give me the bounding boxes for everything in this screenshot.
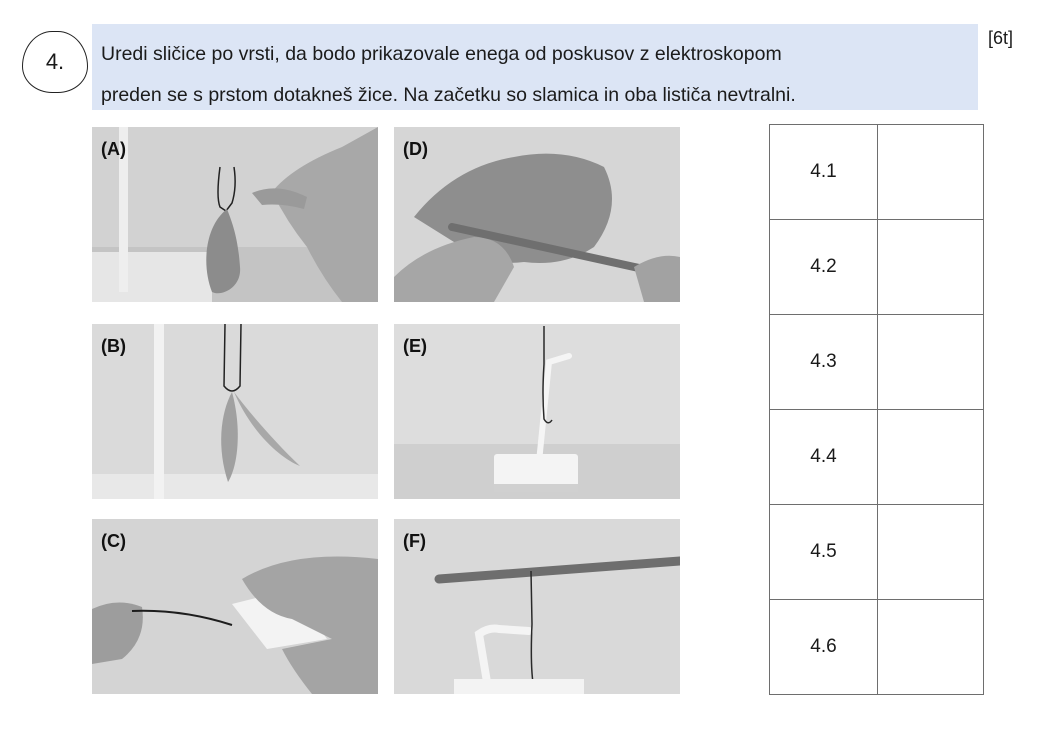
photo-f-image	[394, 519, 680, 694]
photo-c	[92, 519, 378, 694]
question-number-badge	[22, 31, 88, 93]
photo-label: (D)	[403, 139, 428, 159]
photo-f	[394, 519, 680, 694]
answer-cell[interactable]	[878, 125, 984, 220]
points-label: [6t]	[988, 28, 1014, 48]
table-row	[770, 315, 984, 410]
table-row	[770, 125, 984, 220]
row-label: 4.3	[770, 315, 878, 410]
row-label: 4.6	[770, 600, 878, 695]
table-row	[770, 505, 984, 600]
photo-d	[394, 127, 680, 302]
photo-b-image	[92, 324, 378, 499]
photo-b	[92, 324, 378, 499]
table-row	[770, 600, 984, 695]
question-instruction	[92, 24, 978, 110]
answer-cell[interactable]	[878, 600, 984, 695]
answer-cell[interactable]	[878, 315, 984, 410]
instruction-line-2: preden se s prstom dotakneš žice. Na začetku so slamica in oba lističa nevtralni.	[101, 84, 796, 106]
table-row	[770, 410, 984, 505]
table-row	[770, 220, 984, 315]
photo-label: (E)	[403, 336, 427, 356]
photo-a	[92, 127, 378, 302]
photo-label: (F)	[403, 531, 426, 551]
photo-d-image	[394, 127, 680, 302]
photo-c-image	[92, 519, 378, 694]
question-number: 4.	[45, 49, 65, 74]
answer-cell[interactable]	[878, 410, 984, 505]
answer-cell[interactable]	[878, 220, 984, 315]
row-label: 4.1	[770, 125, 878, 220]
photo-e-image	[394, 324, 680, 499]
answer-table	[769, 124, 984, 695]
row-label: 4.2	[770, 220, 878, 315]
photo-a-image	[92, 127, 378, 302]
row-label: 4.5	[770, 505, 878, 600]
photo-label: (B)	[101, 336, 126, 356]
answer-cell[interactable]	[878, 505, 984, 600]
photo-label: (C)	[101, 531, 126, 551]
photo-label: (A)	[101, 139, 126, 159]
photo-e	[394, 324, 680, 499]
row-label: 4.4	[770, 410, 878, 505]
instruction-line-1: Uredi sličice po vrsti, da bodo prikazovale enega od poskusov z elektroskopom	[101, 43, 782, 65]
